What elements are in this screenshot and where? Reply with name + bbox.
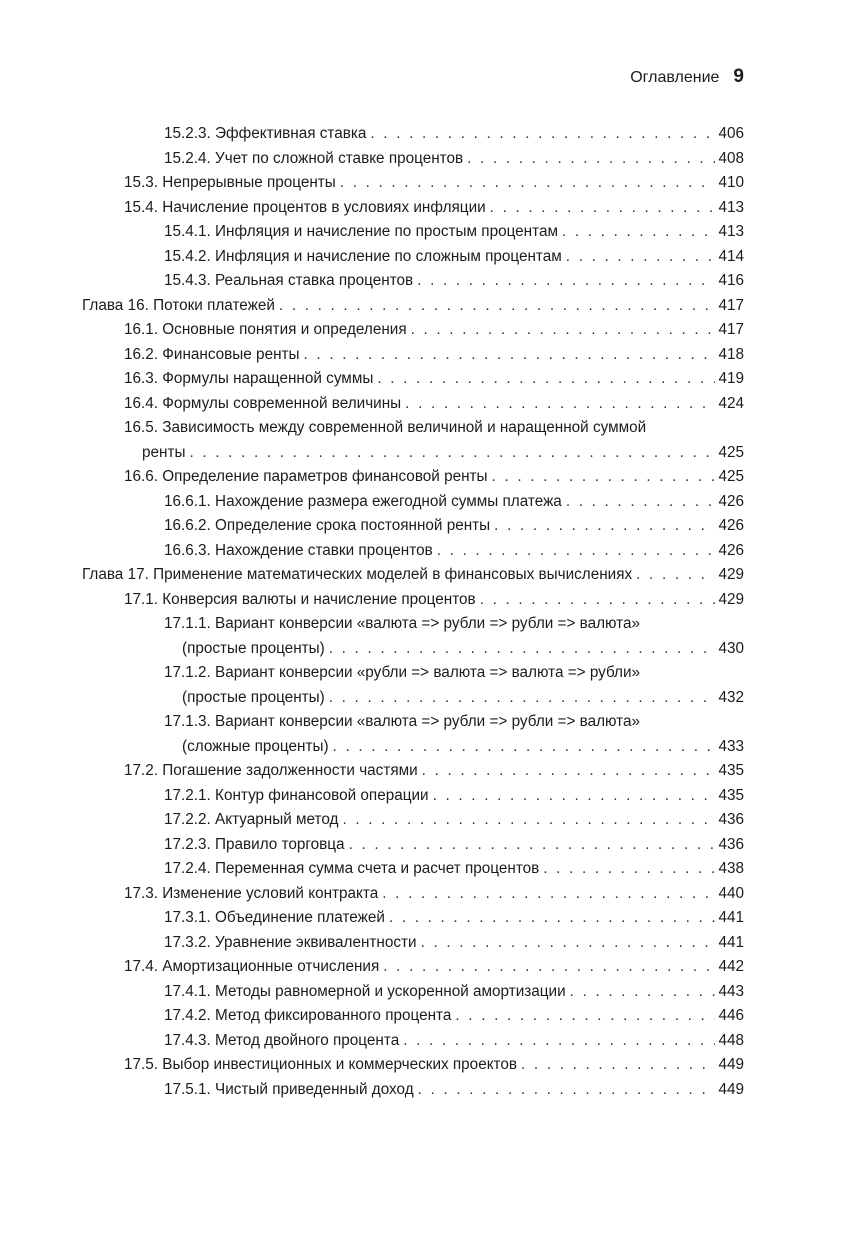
toc-entry-page: 425 (718, 468, 744, 485)
dot-leader (382, 882, 715, 907)
dot-leader (492, 465, 716, 490)
dot-leader (383, 955, 715, 980)
toc-entry-page: 446 (718, 1007, 744, 1024)
dot-leader (340, 171, 716, 196)
toc-entry[interactable] (124, 465, 744, 490)
dot-leader (421, 931, 716, 956)
toc-entry-title: 17.4.2. Метод фиксированного процента (164, 1007, 452, 1024)
toc-entry[interactable] (164, 147, 744, 172)
toc-entry[interactable] (82, 563, 744, 588)
toc-entry-title: 15.4.2. Инфляция и начисление по сложным процентам (164, 247, 562, 265)
toc-entry[interactable] (124, 392, 744, 417)
toc-entry-page: 449 (718, 1056, 744, 1073)
toc-entry-title: 17.3.2. Уравнение эквивалентности (164, 933, 417, 951)
toc-entry-title: 16.4. Формулы современной величины (124, 394, 402, 412)
toc-entry[interactable] (124, 416, 744, 465)
toc-entry-page: 426 (718, 492, 744, 510)
dot-leader (566, 245, 716, 270)
toc-entry-page: 410 (718, 174, 744, 191)
toc-entry[interactable] (164, 808, 744, 833)
dot-leader (329, 686, 716, 711)
dot-leader (403, 1029, 715, 1054)
toc-entry[interactable] (164, 122, 744, 147)
toc-entry-title: 17.2.3. Правило торговца (164, 835, 345, 853)
toc-entry-title: 17.2.2. Актуарный метод (164, 811, 339, 828)
toc-entry[interactable] (164, 710, 744, 759)
dot-leader (494, 514, 715, 539)
dot-leader (467, 147, 715, 172)
dot-leader (370, 122, 715, 147)
dot-leader (566, 490, 716, 515)
dot-leader (411, 318, 716, 343)
toc-entry-page: 435 (718, 786, 744, 804)
toc-entry-title: 17.4. Амортизационные отчисления (124, 958, 380, 975)
toc-entry-page: 426 (718, 541, 744, 559)
toc-entry-page: 435 (718, 762, 744, 779)
toc-entry-page: 413 (718, 223, 744, 240)
dot-leader (455, 1004, 715, 1029)
dot-leader (417, 269, 715, 294)
toc-entry-page: 436 (718, 835, 744, 853)
toc-entry-title: 17.4.3. Метод двойного процента (164, 1031, 400, 1049)
toc-entry-page: 417 (718, 321, 744, 338)
dot-leader (405, 392, 715, 417)
toc-entry[interactable] (164, 269, 744, 294)
toc-entry[interactable] (124, 318, 744, 343)
toc-entry[interactable] (124, 196, 744, 221)
dot-leader (342, 808, 715, 833)
dot-leader (279, 294, 716, 319)
dot-leader (422, 759, 716, 784)
dot-leader (418, 1078, 716, 1103)
toc-entry-page: 440 (718, 884, 744, 902)
toc-entry[interactable] (164, 1004, 744, 1029)
toc-entry-title: 15.4.1. Инфляция и начисление по простым процентам (164, 223, 558, 240)
dot-leader (329, 637, 716, 662)
toc-entry-page: 418 (718, 345, 744, 363)
toc-entry-page: 425 (718, 443, 744, 461)
toc-entry-title: 16.2. Финансовые ренты (124, 345, 300, 363)
toc-entry[interactable] (124, 171, 744, 196)
toc-entry-title: 17.2.4. Переменная сумма счета и расчет процентов (164, 860, 540, 877)
toc-entry-page: 426 (718, 517, 744, 534)
dot-leader (389, 906, 716, 931)
toc-entry-title: 16.3. Формулы наращенной суммы (124, 370, 374, 387)
toc-entry-title: (сложные проценты) (182, 737, 329, 755)
toc-entry-title: 17.3. Изменение условий контракта (124, 884, 379, 902)
toc-entry[interactable] (164, 612, 744, 661)
toc-entry-title: 15.4.3. Реальная ставка процентов (164, 272, 414, 289)
page-number: 9 (733, 66, 744, 87)
toc-entry-title: 17.1.3. Вариант конверсии «валюта => рубли => рубли => валюта» (164, 713, 641, 730)
toc-entry-title: 15.3. Непрерывные проценты (124, 174, 336, 191)
dot-leader (377, 367, 715, 392)
toc-entry-title: Глава 17. Применение математических моделей в финансовых вычислениях (82, 566, 633, 583)
running-header (630, 66, 744, 88)
dot-leader (543, 857, 715, 882)
toc-entry-title: 15.4. Начисление процентов в условиях инфляции (124, 198, 486, 216)
toc-entry[interactable] (164, 514, 744, 539)
toc-entry-title: 17.1.2. Вариант конверсии «рубли => валюта => валюта => рубли» (164, 664, 641, 681)
dot-leader (333, 735, 716, 760)
toc-entry-title: 17.4.1. Методы равномерной и ускоренной амортизации (164, 982, 566, 1000)
dot-leader (304, 343, 716, 368)
toc-entry-title: ренты (142, 443, 186, 461)
toc-entry-page: 443 (718, 982, 744, 1000)
toc-entry[interactable] (164, 784, 744, 809)
dot-leader (437, 539, 716, 564)
toc-entry-title: 17.3.1. Объединение платежей (164, 909, 385, 926)
toc-entry-page: 441 (718, 909, 744, 926)
toc-entry-title: Глава 16. Потоки платежей (82, 296, 275, 314)
toc-entry-page: 406 (718, 125, 744, 142)
dot-leader (480, 588, 716, 613)
toc-entry-page: 449 (718, 1080, 744, 1098)
toc-entry[interactable] (164, 1029, 744, 1054)
dot-leader (570, 980, 716, 1005)
toc-entry[interactable] (124, 882, 744, 907)
toc-entry-page: 429 (718, 590, 744, 608)
table-of-contents (82, 122, 744, 1102)
toc-entry-title: 17.2. Погашение задолженности частями (124, 762, 418, 779)
toc-entry-title: 17.2.1. Контур финансовой операции (164, 786, 429, 804)
toc-entry-title: (простые проценты) (182, 688, 325, 706)
toc-entry-title: 16.6.2. Определение срока постоянной ренты (164, 517, 491, 534)
toc-entry-page: 442 (718, 958, 744, 975)
toc-entry[interactable] (124, 955, 744, 980)
dot-leader (433, 784, 716, 809)
toc-entry[interactable] (164, 661, 744, 710)
toc-entry-title: 15.2.4. Учет по сложной ставке процентов (164, 149, 464, 167)
toc-entry-page: 432 (718, 688, 744, 706)
toc-entry-page: 429 (718, 566, 744, 583)
toc-entry[interactable] (164, 245, 744, 270)
toc-entry[interactable] (164, 1078, 744, 1103)
toc-entry-title: 17.1.1. Вариант конверсии «валюта => рубли => рубли => валюта» (164, 615, 641, 632)
toc-entry-title: 16.1. Основные понятия и определения (124, 321, 407, 338)
toc-entry[interactable] (164, 931, 744, 956)
toc-entry-page: 436 (718, 811, 744, 828)
header-section-title: Оглавление (630, 69, 720, 86)
toc-entry-title: 17.5. Выбор инвестиционных и коммерческих проектов (124, 1056, 518, 1073)
toc-entry[interactable] (164, 857, 744, 882)
toc-entry-page: 416 (718, 272, 744, 289)
toc-entry[interactable] (82, 294, 744, 319)
toc-entry-title: 16.6.3. Нахождение ставки процентов (164, 541, 433, 559)
toc-entry-page: 441 (718, 933, 744, 951)
toc-entry[interactable] (124, 1053, 744, 1078)
toc-entry[interactable] (124, 759, 744, 784)
toc-entry[interactable] (164, 833, 744, 858)
toc-entry[interactable] (124, 588, 744, 613)
toc-entry-page: 430 (718, 639, 744, 657)
toc-entry-page: 414 (718, 247, 744, 265)
toc-entry-page: 408 (718, 149, 744, 167)
toc-entry-title: 16.5. Зависимость между современной величиной и наращенной суммой (124, 419, 647, 436)
toc-entry[interactable] (124, 367, 744, 392)
toc-entry-page: 438 (718, 860, 744, 877)
dot-leader (189, 441, 715, 466)
dot-leader (349, 833, 716, 858)
dot-leader (521, 1053, 715, 1078)
dot-leader (562, 220, 715, 245)
toc-entry-title: 17.1. Конверсия валюты и начисление процентов (124, 590, 476, 608)
toc-entry-title: 17.5.1. Чистый приведенный доход (164, 1080, 414, 1098)
toc-entry[interactable] (164, 980, 744, 1005)
toc-entry-page: 448 (718, 1031, 744, 1049)
toc-entry[interactable] (164, 539, 744, 564)
toc-entry[interactable] (124, 343, 744, 368)
toc-entry[interactable] (164, 490, 744, 515)
toc-entry-title: (простые проценты) (182, 639, 325, 657)
toc-entry-page: 424 (718, 394, 744, 412)
toc-entry-page: 417 (718, 296, 744, 314)
toc-entry-title: 16.6. Определение параметров финансовой ренты (124, 468, 488, 485)
toc-entry[interactable] (164, 906, 744, 931)
dot-leader (636, 563, 715, 588)
toc-entry-page: 413 (718, 198, 744, 216)
toc-entry-page: 419 (718, 370, 744, 387)
dot-leader (490, 196, 716, 221)
toc-entry[interactable] (164, 220, 744, 245)
toc-entry-title: 15.2.3. Эффективная ставка (164, 125, 367, 142)
toc-entry-title: 16.6.1. Нахождение размера ежегодной суммы платежа (164, 492, 562, 510)
toc-entry-page: 433 (718, 737, 744, 755)
